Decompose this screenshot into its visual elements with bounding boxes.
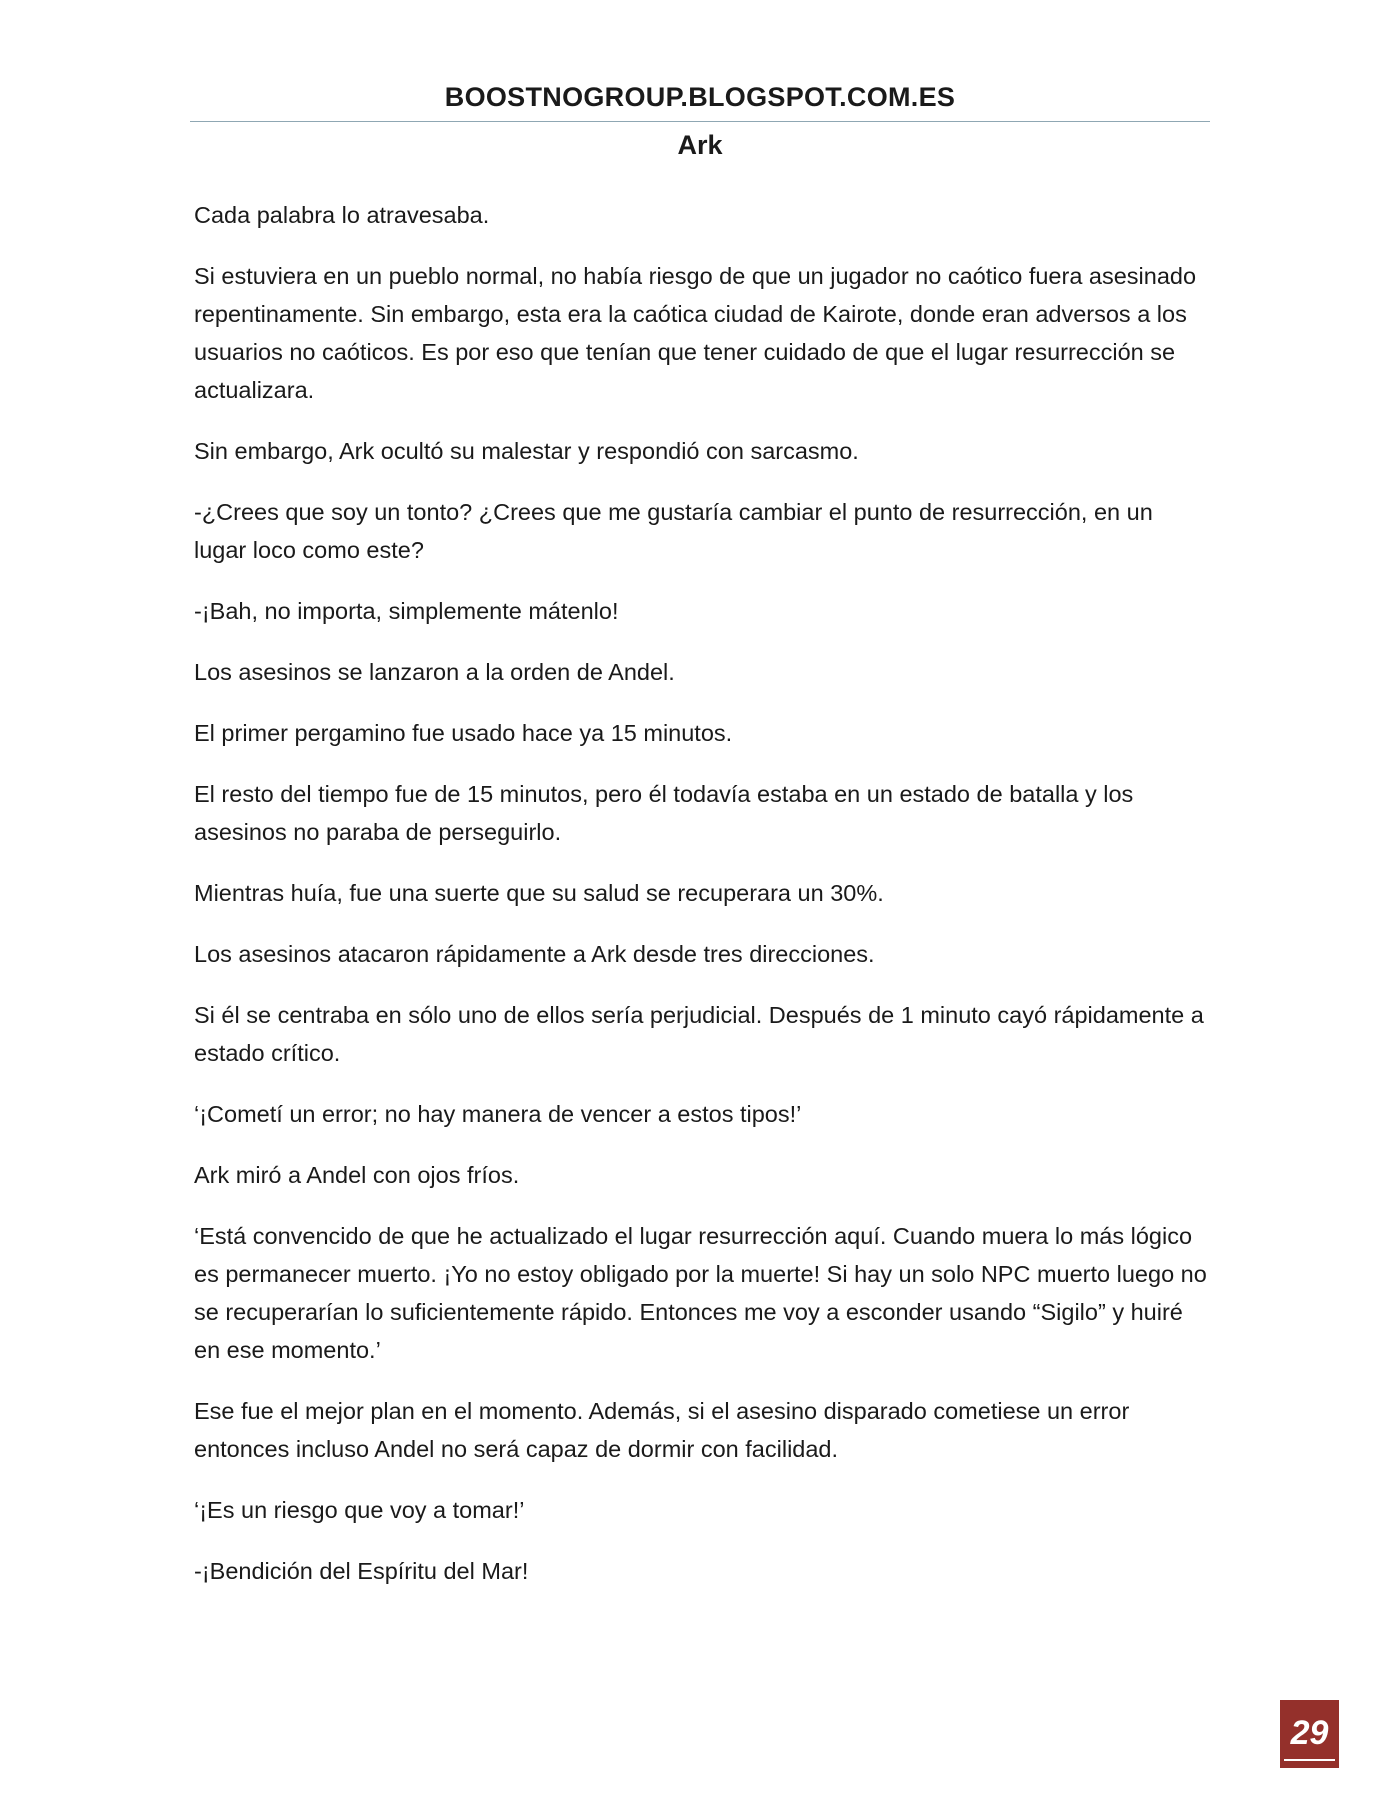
paragraph: -¿Crees que soy un tonto? ¿Crees que me gustaría cambiar el punto de resurrección, en un lugar loco como este? (194, 499, 1153, 563)
site-title: BOOSTNOGROUP.BLOGSPOT.COM.ES (444, 82, 956, 112)
chapter-title: Ark (677, 130, 723, 160)
page-number: 29 (1290, 1714, 1329, 1752)
page-number-underline (1284, 1759, 1335, 1761)
paragraph: -¡Bah, no importa, simplemente mátenlo! (194, 598, 619, 624)
paragraph: Mientras huía, fue una suerte que su salud se recuperara un 30%. (194, 880, 884, 906)
paragraph: ‘Está convencido de que he actualizado el lugar resurrección aquí. Cuando muera lo más lógico es permanecer muerto. ¡Yo no estoy obligado por la muerte! Si hay un solo NPC muerto luego no se recuperarían lo suficientemente rápido. Entonces me voy a esconder usando “Sigilo” y huiré en ese momento.’ (194, 1223, 1207, 1363)
paragraph: Cada palabra lo atravesaba. (194, 202, 490, 228)
paragraph: Los asesinos atacaron rápidamente a Ark desde tres direcciones. (194, 941, 875, 967)
paragraph: Los asesinos se lanzaron a la orden de Andel. (194, 659, 675, 685)
paragraph: ‘¡Es un riesgo que voy a tomar!’ (194, 1497, 525, 1523)
paragraph: ‘¡Cometí un error; no hay manera de vencer a estos tipos!’ (194, 1101, 802, 1127)
paragraph: El primer pergamino fue usado hace ya 15 minutos. (194, 720, 733, 746)
paragraph: El resto del tiempo fue de 15 minutos, pero él todavía estaba en un estado de batalla y los asesinos no paraba de perseguirlo. (194, 781, 1134, 845)
paragraph: Sin embargo, Ark ocultó su malestar y respondió con sarcasmo. (194, 438, 859, 464)
paragraph: Ark miró a Andel con ojos fríos. (194, 1162, 520, 1188)
paragraph: Si estuviera en un pueblo normal, no había riesgo de que un jugador no caótico fuera asesinado repentinamente. Sin embargo, esta era la caótica ciudad de Kairote, donde eran adversos a los usuarios no caóticos. Es por eso que tenían que tener cuidado de que el lugar resurrección se actualizara. (194, 263, 1197, 403)
paragraph: -¡Bendición del Espíritu del Mar! (194, 1558, 529, 1584)
paragraph: Ese fue el mejor plan en el momento. Además, si el asesino disparado cometiese un error entonces incluso Andel no será capaz de dormir con facilidad. (194, 1398, 1130, 1462)
header-divider (190, 121, 1210, 122)
body-text (194, 196, 1210, 1613)
paragraph: Si él se centraba en sólo uno de ellos sería perjudicial. Después de 1 minuto cayó rápidamente a estado crítico. (194, 1002, 1204, 1066)
page-number-badge (1280, 1700, 1339, 1768)
